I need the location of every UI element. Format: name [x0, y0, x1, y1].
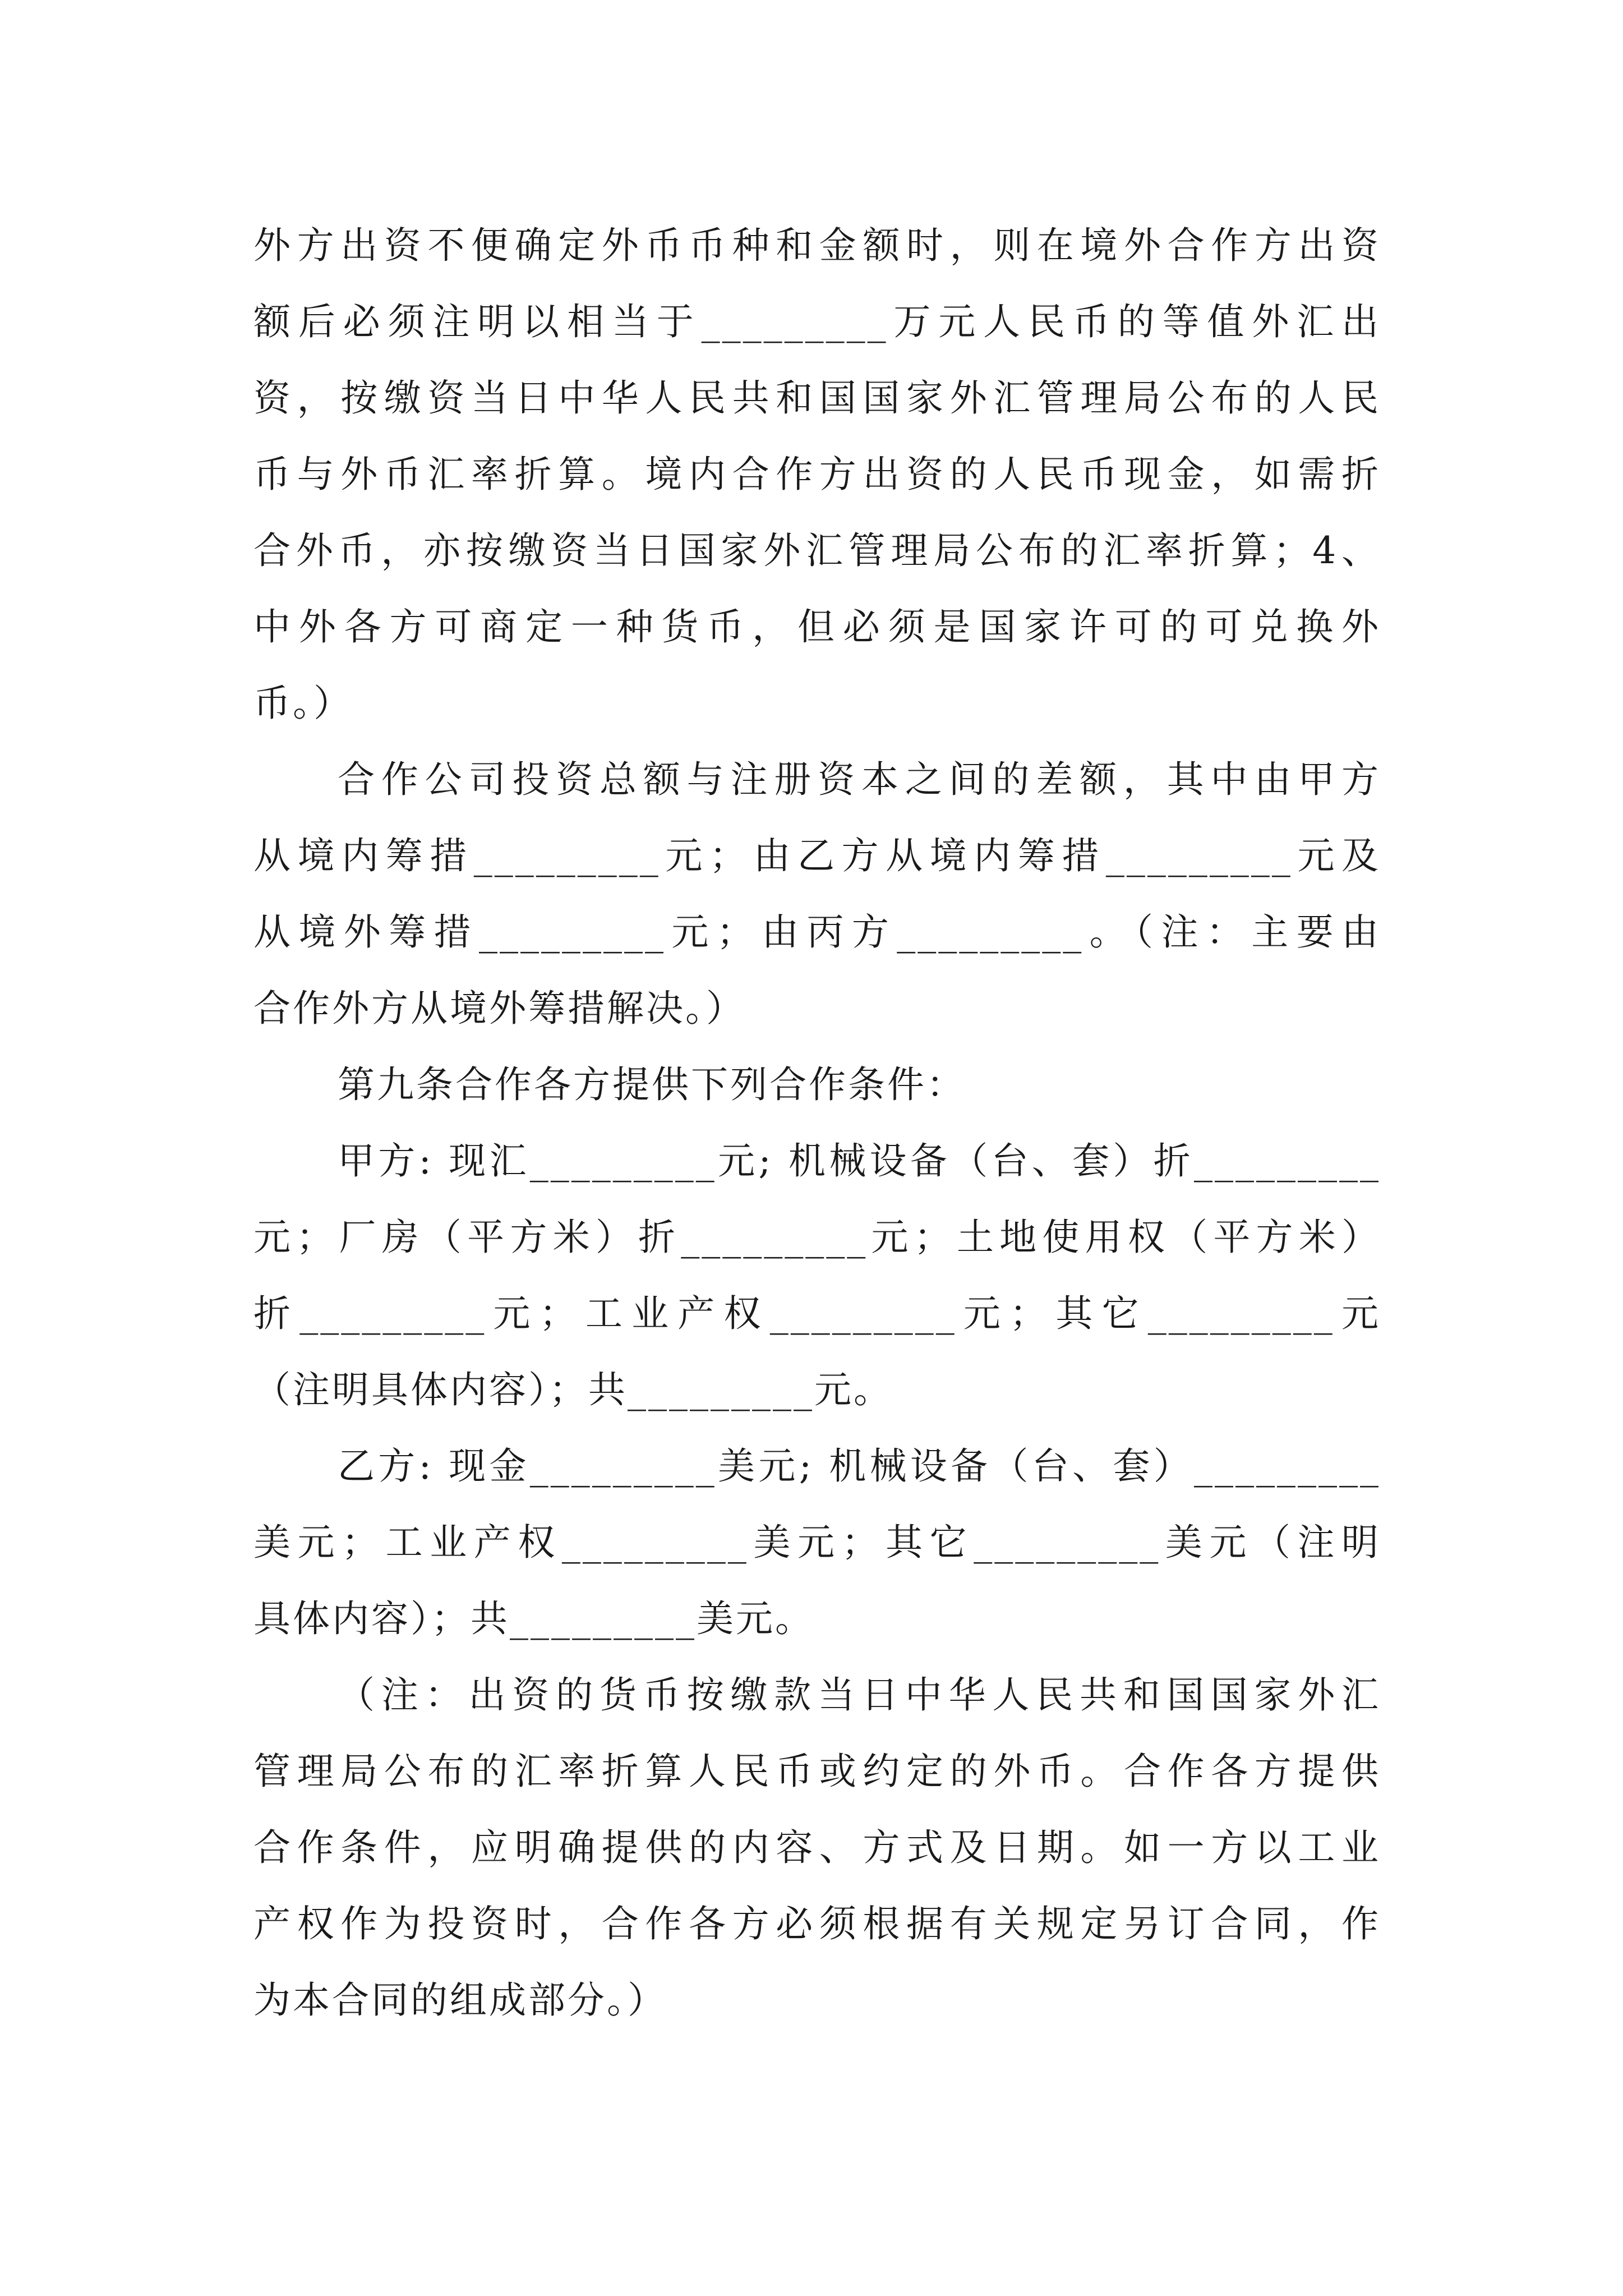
text-line: 美元；工业产权_________美元；其它_________美元（注明	[253, 1521, 1381, 1564]
section-heading: 第九条合作各方提供下列合作条件：	[338, 1063, 966, 1106]
document-body	[253, 208, 1381, 2039]
text-line: 从境内筹措_________元；由乙方从境内筹措_________元及	[253, 834, 1381, 877]
text-line: 甲方: 现汇_________元; 机械设备（台、套）折_________	[338, 1139, 1381, 1182]
text-line: 合外币，亦按缴资当日国家外汇管理局公布的汇率折算；4、	[253, 529, 1381, 572]
text-line: 币与外币汇率折算。境内合作方出资的人民币现金，如需折	[253, 453, 1381, 496]
text-line: 为本合同的组成部分。）	[253, 1978, 667, 2022]
text-line: 中外各方可商定一种货币，但必须是国家许可的可兑换外	[253, 605, 1381, 648]
text-line: （注明具体内容）；共_________元。	[253, 1368, 893, 1411]
text-line: 产权作为投资时，合作各方必须根据有关规定另订合同，作	[253, 1902, 1381, 1945]
text-line: 合作条件，应明确提供的内容、方式及日期。如一方以工业	[253, 1826, 1381, 1869]
text-line: 从境外筹措_________元；由丙方_________。（注：主要由	[253, 910, 1381, 954]
text-line: 管理局公布的汇率折算人民币或约定的外币。合作各方提供	[253, 1750, 1381, 1793]
text-line: 资，按缴资当日中华人民共和国国家外汇管理局公布的人民	[253, 376, 1381, 420]
text-line: 币。）	[253, 682, 353, 725]
text-line: 额后必须注明以相当于_________万元人民币的等值外汇出	[253, 300, 1381, 343]
text-line: 合作公司投资总额与注册资本之间的差额，其中由甲方	[338, 758, 1381, 801]
text-line: 乙方: 现金_________美元; 机械设备（台、套）_________	[338, 1444, 1381, 1488]
text-line: 折_________元；工业产权_________元；其它_________元	[253, 1292, 1381, 1335]
text-line: 具体内容）；共_________美元。	[253, 1597, 814, 1640]
text-line: 合作外方从境外筹措解决。）	[253, 987, 745, 1030]
text-line: （注：出资的货币按缴款当日中华人民共和国国家外汇	[338, 1673, 1381, 1717]
text-line: 外方出资不便确定外币币种和金额时，则在境外合作方出资	[253, 224, 1381, 267]
text-line: 元；厂房（平方米）折_________元；土地使用权（平方米）	[253, 1216, 1381, 1259]
